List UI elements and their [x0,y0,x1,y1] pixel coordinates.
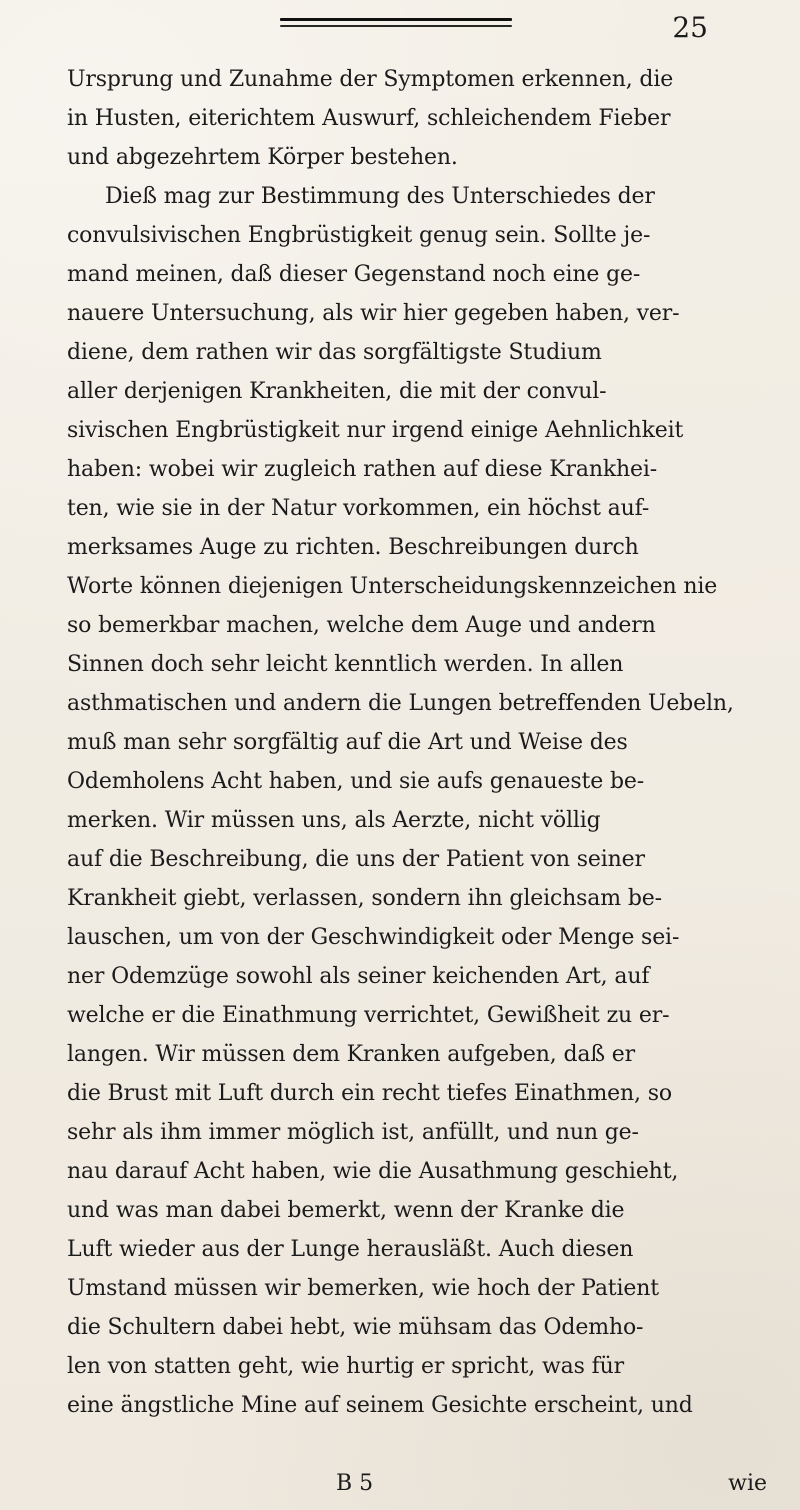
page-footer [67,1467,767,1501]
text-line: merken. Wir müssen uns, als Aerzte, nicht völlig [67,808,601,833]
page-header [0,11,800,54]
header-rule [280,18,512,21]
text-line: len von statten geht, wie hurtig er spricht, was für [67,1354,624,1379]
text-line: sehr als ihm immer möglich ist, anfüllt, und nun ge- [67,1120,639,1145]
signature-mark: B 5 [336,1471,374,1496]
text-line: asthmatischen und andern die Lungen betreffenden Uebeln, [67,691,734,716]
text-line: Ursprung und Zunahme der Symptomen erkennen, die [67,67,674,92]
text-line: Umstand müssen wir bemerken, wie hoch der Patient [67,1276,659,1301]
text-line: Odemholens Acht haben, und sie aufs genaueste be- [67,769,645,794]
text-line: diene, dem rathen wir das sorgfältigste Studium [67,340,602,365]
text-line: mand meinen, daß dieser Gegenstand noch eine ge- [67,262,641,287]
text-line: Sinnen doch sehr leicht kenntlich werden. In allen [67,652,624,677]
text-line: Worte können diejenigen Unterscheidungskennzeichen nie [67,574,718,599]
text-line: in Husten, eiterichtem Auswurf, schleichendem Fieber [67,106,671,131]
text-line: Luft wieder aus der Lunge herausläßt. Auch diesen [67,1237,634,1262]
text-line: welche er die Einathmung verrichtet, Gewißheit zu er- [67,1003,670,1028]
text-line: lauschen, um von der Geschwindigkeit oder Menge sei- [67,925,680,950]
text-line: langen. Wir müssen dem Kranken aufgeben, daß er [67,1042,636,1067]
text-line: muß man sehr sorgfältig auf die Art und Weise des [67,730,628,755]
catchword: wie [728,1471,767,1496]
header-rule [280,25,512,27]
text-line: sivischen Engbrüstigkeit nur irgend einige Aehnlichkeit [67,418,684,443]
text-line: convulsivischen Engbrüstigkeit genug sein. Sollte je- [67,223,651,248]
text-line: die Schultern dabei hebt, wie mühsam das Odemho- [67,1315,644,1340]
text-line: ner Odemzüge sowohl als seiner keichenden Art, auf [67,964,650,989]
text-line: haben: wobei wir zugleich rathen auf diese Krankhei- [67,457,658,482]
text-line: Krankheit giebt, verlassen, sondern ihn gleichsam be- [67,886,662,911]
text-line: merksames Auge zu richten. Beschreibungen durch [67,535,639,560]
text-line: nauere Untersuchung, als wir hier gegeben haben, ver- [67,301,680,326]
text-line: und was man dabei bemerkt, wenn der Kranke die [67,1198,625,1223]
text-line: ten, wie sie in der Natur vorkommen, ein höchst auf- [67,496,650,521]
body-text [67,60,767,1425]
text-line: aller derjenigen Krankheiten, die mit der convul- [67,379,607,404]
text-line: die Brust mit Luft durch ein recht tiefes Einathmen, so [67,1081,672,1106]
text-line: so bemerkbar machen, welche dem Auge und andern [67,613,656,638]
text-line: Dieß mag zur Bestimmung des Unterschiedes der [105,184,655,209]
text-line: nau darauf Acht haben, wie die Ausathmung geschieht, [67,1159,679,1184]
text-line: eine ängstliche Mine auf seinem Gesichte erscheint, und [67,1393,693,1418]
page-number: 25 [672,11,708,44]
text-line: und abgezehrtem Körper bestehen. [67,145,458,170]
text-line: auf die Beschreibung, die uns der Patient von seiner [67,847,645,872]
